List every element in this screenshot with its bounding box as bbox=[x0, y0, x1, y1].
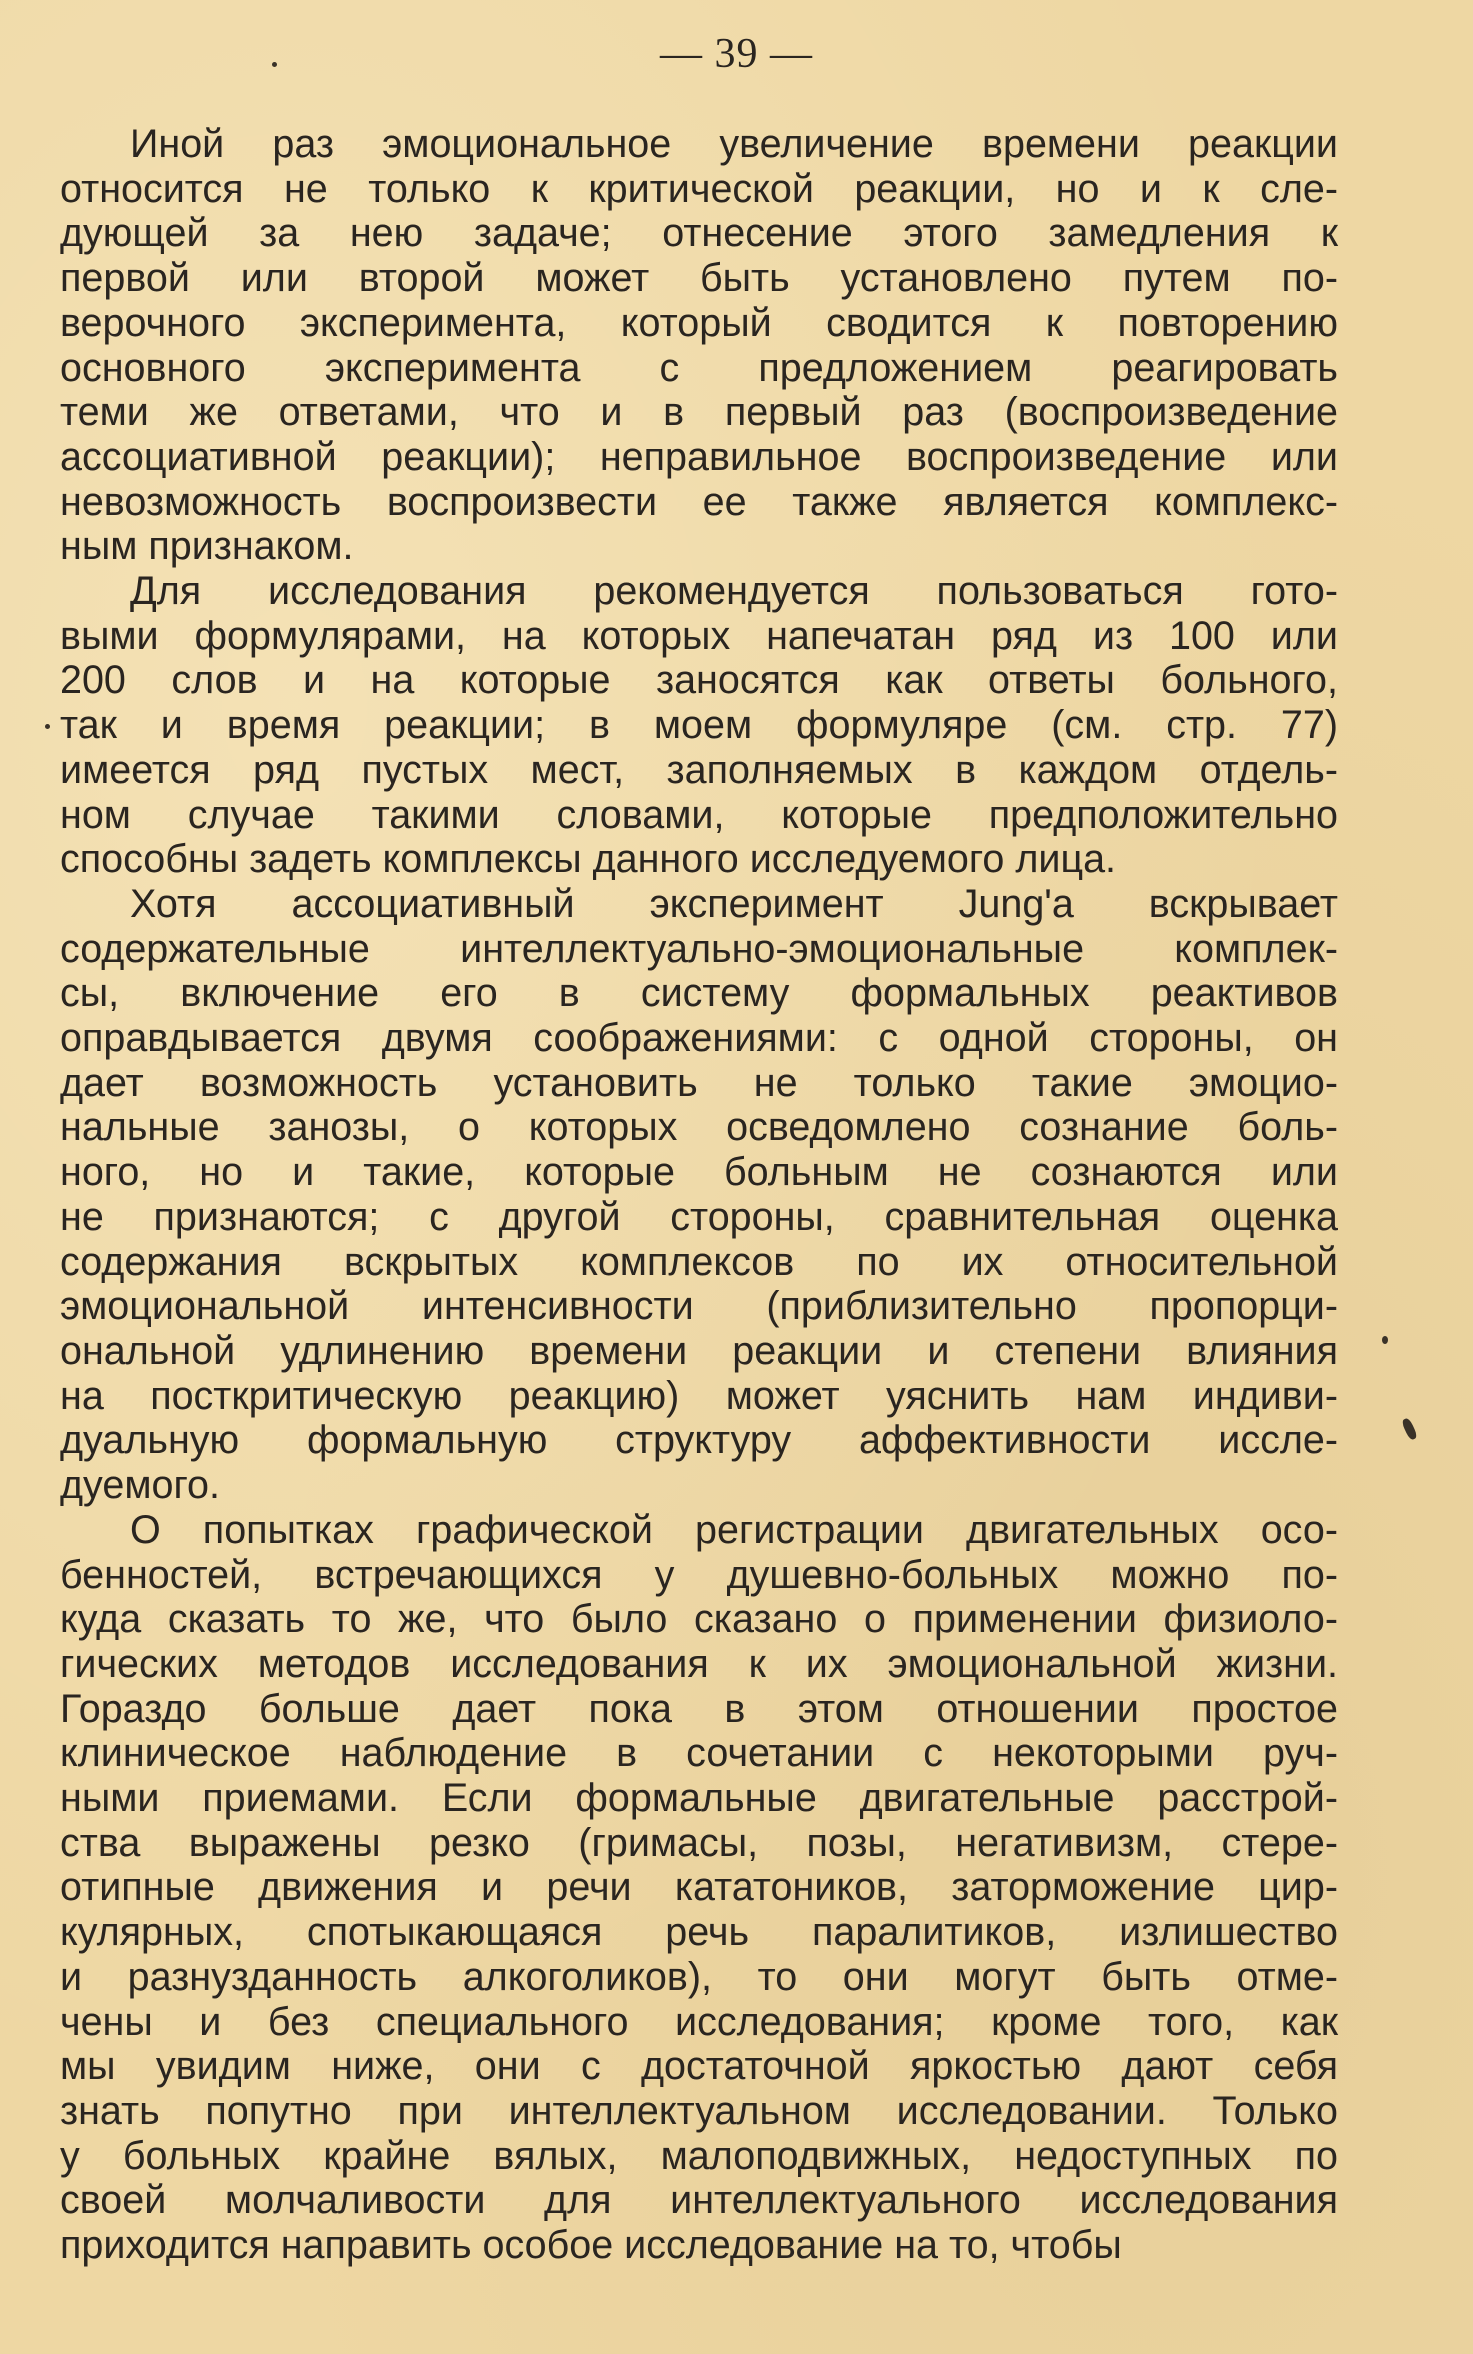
text-line: бенностей, встречающихся у душевно-больных можно по- bbox=[60, 1552, 1338, 1597]
text-line: своей молчаливости для интеллектуального исследования bbox=[60, 2178, 1338, 2223]
text-line: О попытках графической регистрации двигательных осо- bbox=[130, 1507, 1338, 1552]
text-line: чены и без специального исследования; кроме того, как bbox=[60, 1999, 1338, 2044]
text-line: гических методов исследования к их эмоциональной жизни. bbox=[60, 1641, 1338, 1686]
text-line: клиническое наблюдение в сочетании с некоторыми руч- bbox=[60, 1731, 1338, 1776]
text-line: способны задеть комплексы данного исследуемого лица. bbox=[60, 837, 1117, 882]
text-line: ональной удлинению времени реакции и степени влияния bbox=[60, 1328, 1338, 1373]
text-line: первой или второй может быть установлено путем по- bbox=[60, 256, 1338, 301]
text-line: невозможность воспроизвести ее также является комплекс- bbox=[60, 479, 1338, 524]
text-line: эмоциональной интенсивности (приблизительно пропорци- bbox=[60, 1284, 1338, 1329]
paragraph-1 bbox=[60, 122, 1338, 569]
text-line: Для исследования рекомендуется пользоваться гото- bbox=[130, 569, 1338, 614]
text-line: содержательные интеллектуально-эмоциональные комплек- bbox=[60, 926, 1338, 971]
text-line: ства выражены резко (гримасы, позы, негативизм, стере- bbox=[60, 1820, 1338, 1865]
text-line: куда сказать то же, что было сказано о применении физиоло- bbox=[60, 1597, 1338, 1642]
paragraph-2 bbox=[60, 569, 1338, 882]
ink-speck bbox=[272, 62, 277, 67]
text-line: знать попутно при интеллектуальном исследовании. Только bbox=[60, 2088, 1338, 2133]
text-line: мы увидим ниже, они с достаточной яркостью дают себя bbox=[60, 2044, 1338, 2089]
text-line: ным признаком. bbox=[60, 524, 354, 569]
text-line: на посткритическую реакцию) может уяснить нам индиви- bbox=[60, 1373, 1338, 1418]
ink-speck bbox=[45, 724, 50, 729]
paragraph-3 bbox=[60, 882, 1338, 1508]
body-text bbox=[60, 122, 1338, 2268]
text-line: дуальную формальную структуру аффективности иссле- bbox=[60, 1418, 1338, 1463]
text-line: верочного эксперимента, который сводится к повторению bbox=[60, 300, 1338, 345]
page-number: — 39 — bbox=[660, 31, 813, 77]
text-line: 200 слов и на которые заносятся как ответы больного, bbox=[60, 658, 1338, 703]
text-line: основного эксперимента с предложением реагировать bbox=[60, 345, 1338, 390]
paragraph-4 bbox=[60, 1508, 1338, 2268]
text-line: Хотя ассоциативный эксперимент Jung'а вскрывает bbox=[130, 881, 1338, 926]
text-line: так и время реакции; в моем формуляре (см. стр. 77) bbox=[60, 703, 1338, 748]
text-line: нальные занозы, о которых осведомлено сознание боль- bbox=[60, 1105, 1338, 1150]
text-line: у больных крайне вялых, малоподвижных, недоступных по bbox=[60, 2133, 1338, 2178]
text-line: не признаются; с другой стороны, сравнительная оценка bbox=[60, 1194, 1338, 1239]
text-line: содержания вскрытых комплексов по их относительной bbox=[60, 1239, 1338, 1284]
text-line: сы, включение его в систему формальных реактивов bbox=[60, 971, 1338, 1016]
text-line: имеется ряд пустых мест, заполняемых в каждом отдель- bbox=[60, 747, 1338, 792]
text-line: Гораздо больше дает пока в этом отношении простое bbox=[60, 1686, 1338, 1731]
text-line: дает возможность установить не только такие эмоцио- bbox=[60, 1060, 1338, 1105]
text-line: относится не только к критической реакции, но и к сле- bbox=[60, 166, 1338, 211]
text-line: выми формулярами, на которых напечатан ряд из 100 или bbox=[60, 613, 1338, 658]
text-line: оправдывается двумя соображениями: с одной стороны, он bbox=[60, 1016, 1338, 1061]
ink-speck bbox=[1382, 1336, 1388, 1344]
text-line: ными приемами. Если формальные двигательные расстрой- bbox=[60, 1776, 1338, 1821]
text-line: Иной раз эмоциональное увеличение времени реакции bbox=[130, 122, 1338, 166]
text-line: ного, но и такие, которые больным не сознаются или bbox=[60, 1150, 1338, 1195]
text-line: отипные движения и речи кататоников, заторможение цир- bbox=[60, 1865, 1338, 1910]
text-line: и разнузданность алкоголиков), то они могут быть отме- bbox=[60, 1954, 1338, 1999]
text-line: кулярных, спотыкающаяся речь паралитиков, излишество bbox=[60, 1910, 1338, 1955]
text-line: ассоциативной реакции); неправильное воспроизведение или bbox=[60, 434, 1338, 479]
text-line: дующей за нею задаче; отнесение этого замедления к bbox=[60, 211, 1338, 256]
text-line: теми же ответами, что и в первый раз (воспроизведение bbox=[60, 390, 1338, 435]
text-line: приходится направить особое исследование на то, чтобы bbox=[60, 2223, 1122, 2268]
text-line: дуемого. bbox=[60, 1463, 220, 1508]
ink-speck bbox=[1401, 1417, 1418, 1441]
text-line: ном случае такими словами, которые предположительно bbox=[60, 792, 1338, 837]
